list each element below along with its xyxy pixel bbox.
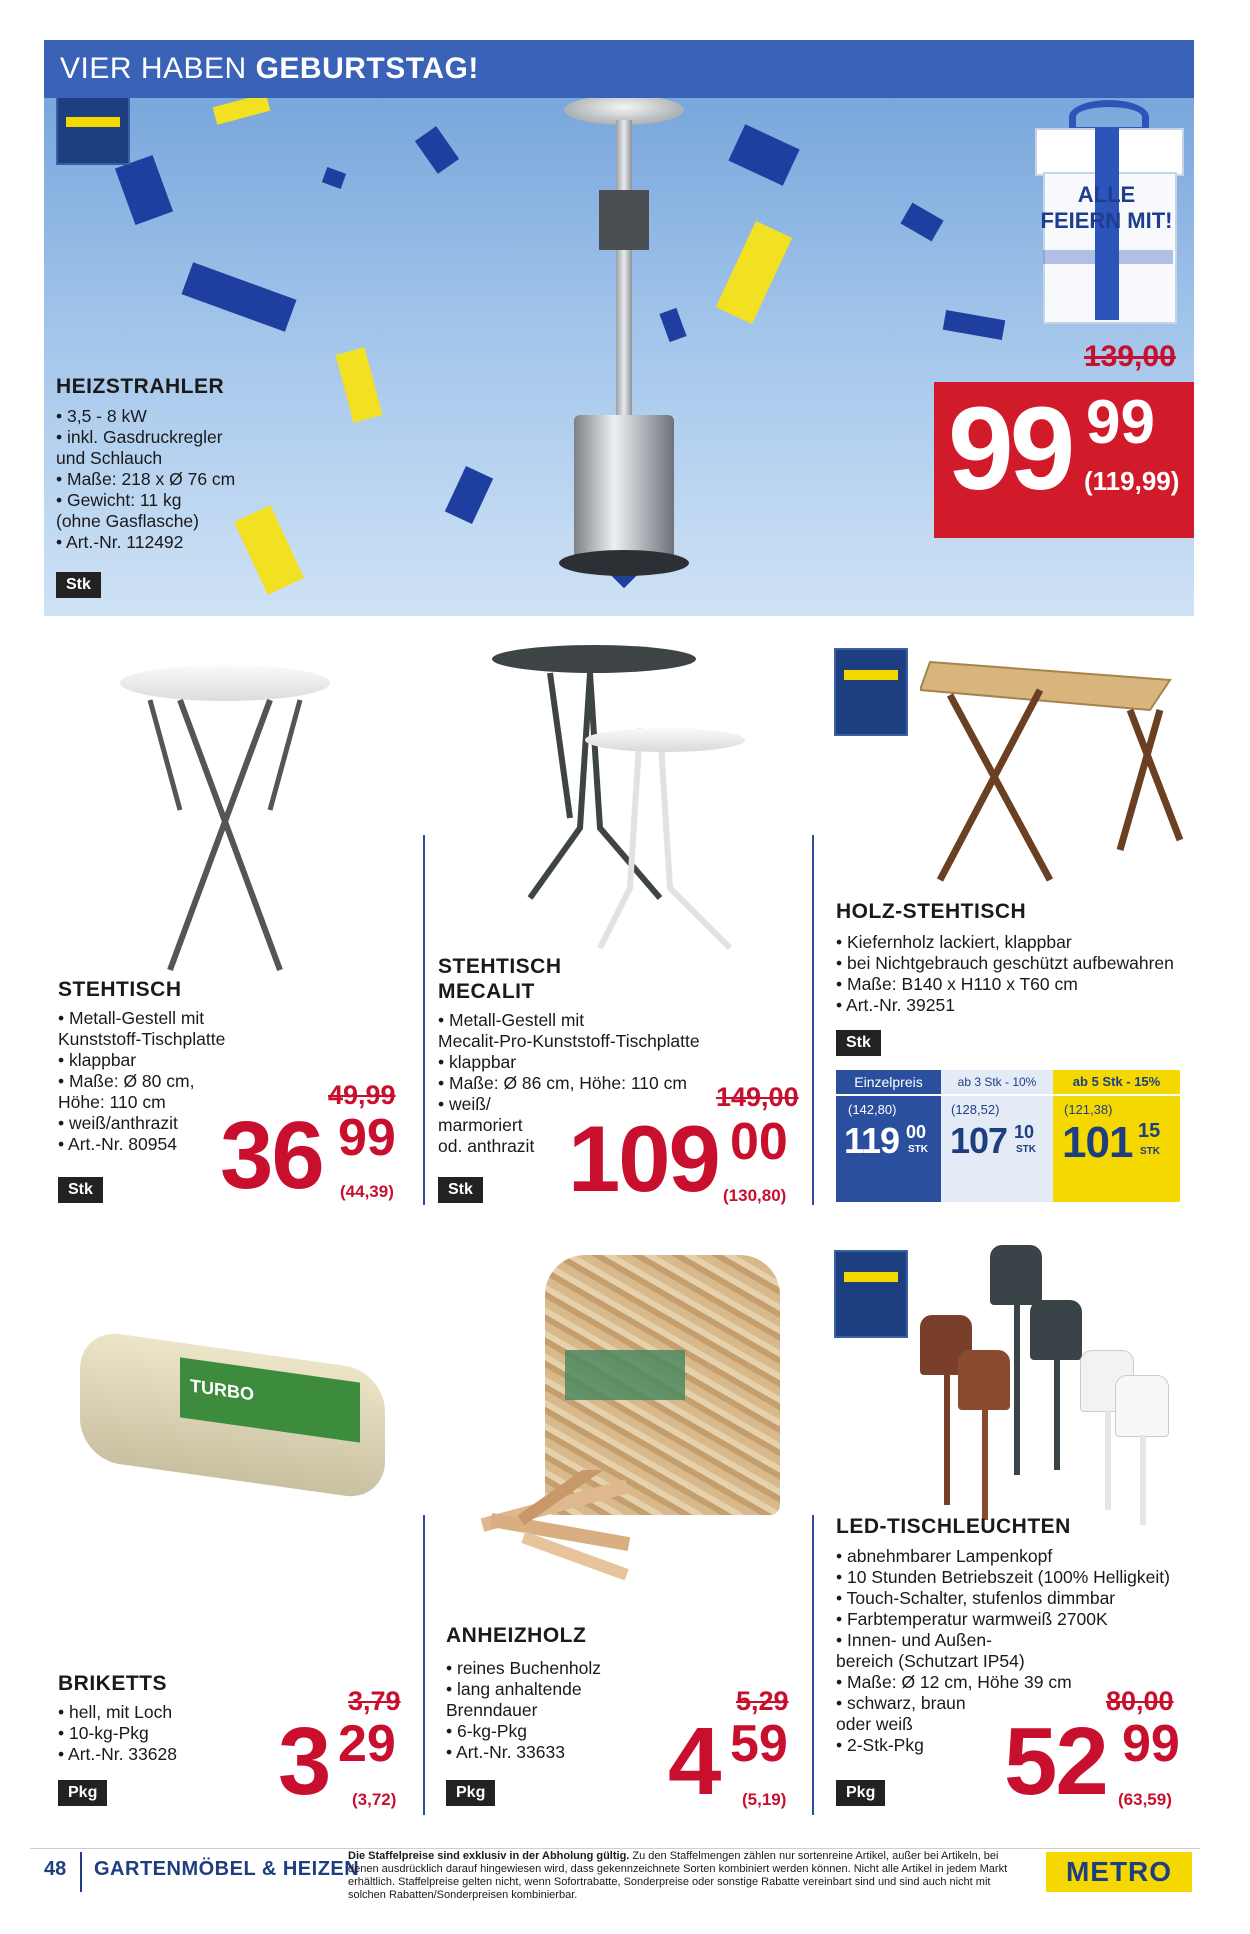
staffel-int: 119 [844,1120,900,1161]
headline-normal: VIER HABEN [60,52,256,85]
price-decimal: 99 [1122,1715,1180,1773]
spec-line: • Maße: 218 x Ø 76 cm [56,469,236,489]
spec-line: • Maße: B140 x H110 x T60 cm [836,974,1078,994]
led-lamps-image [920,1240,1180,1530]
spec-line: • Art.-Nr. 112492 [56,532,184,552]
confetti [659,308,686,342]
unit-label: Pkg [58,1780,107,1806]
badge-line-2: FEIERN MIT! [1040,208,1173,233]
staffel-dec: 15 [1138,1120,1161,1142]
spec-line: • Touch-Schalter, stufenlos dimmbar [836,1588,1116,1608]
unit-label: Pkg [446,1780,495,1806]
brand-name: METRO [1065,1856,1173,1887]
title-line: MECALIT [438,980,535,1003]
old-price: 3,79 [348,1686,401,1716]
disclaimer-text: Zu den Staffelmengen zählen nur sortenreine Artikel, außer bei Artikeln, bei denen ausdrücklich darauf hingewiesen wird, dass gekennzeichnete Sorten kombiniert werden können. Nicht alle Artikel in jedem Markt erhältlich. Staffelpreise gelten nicht, wenn Sofortrabatte, Sonderpreise oder sonstige Rabatte vereinbart sind und sind auch nicht mit solchen Rabatten/Sonderpreisen kombinierbar. [348,1850,1008,1901]
title-line: STEHTISCH [438,955,562,978]
product-title-led: LED-TISCHLEUCHTEN [836,1515,1071,1538]
heater-base [559,550,689,576]
spec-line: • Kiefernholz lackiert, klappbar [836,932,1072,952]
spec-line: • Maße: Ø 86 cm, Höhe: 110 cm [438,1073,687,1093]
spec-line: od. anthrazit [438,1136,535,1156]
unit-label: Stk [58,1177,103,1203]
hero-headline [44,40,1194,98]
staffel-int: 101 [1062,1118,1133,1167]
spec-line: Kunststoff-Tischplatte [58,1029,226,1049]
page-number: 48 [44,1858,67,1880]
divider [423,835,425,1205]
spec-line: • Innen- und Außen- [836,1630,992,1650]
spec-line: • klappbar [438,1052,517,1072]
metro-logo-icon [834,1250,908,1338]
staffel-per: STK [1016,1144,1036,1155]
price-integer: 36 [220,1102,323,1209]
price-integer: 3 [278,1708,330,1815]
old-price: 149,00 [716,1082,799,1112]
old-price: 49,99 [328,1080,396,1110]
product-title-holz: HOLZ-STEHTISCH [836,900,1027,923]
spec-line: • schwarz, braun [836,1693,966,1713]
spec-line: und Schlauch [56,448,163,468]
spec-line: (ohne Gasflasche) [56,511,199,531]
price-integer: 109 [568,1106,719,1211]
product-title-mecalit [438,954,562,1004]
price-decimal: 00 [730,1113,788,1171]
spec-line: • Maße: Ø 80 cm, [58,1071,195,1091]
spec-line: • 10 Stunden Betriebszeit (100% Helligkeit) [836,1567,1170,1587]
mecalit-frame [490,668,750,968]
spec-list-heizstrahler [56,406,235,553]
price-gross: (130,80) [723,1186,787,1205]
price-box [934,382,1194,538]
disclaimer-bold: Die Staffelpreise sind exklusiv in der Abholung gültig. [348,1850,630,1862]
spec-list-stehtisch [58,1008,225,1155]
spec-line: • Metall-Gestell mit [438,1010,585,1030]
staffel-gross: (128,52) [951,1102,1000,1117]
old-price: 80,00 [1106,1686,1174,1716]
gift-box-icon [1029,100,1184,320]
heater-pole [616,120,632,430]
price-gross: (44,39) [340,1182,394,1201]
spec-line: • Metall-Gestell mit [58,1008,205,1028]
unit-label: Stk [836,1030,881,1056]
stehtisch-legs [120,690,340,980]
spec-line: • Gewicht: 11 kg [56,490,182,510]
pack-label: TURBO [190,1375,254,1405]
footer-disclaimer [348,1850,1008,1902]
spec-line: Mecalit-Pro-Kunststoff-Tischplatte [438,1031,700,1051]
confetti [716,221,792,324]
mecalit-top-white [585,728,745,752]
old-price: 5,29 [736,1686,789,1716]
divider [423,1515,425,1815]
product-title-heizstrahler: HEIZSTRAHLER [56,375,225,398]
spec-line: • 10-kg-Pkg [58,1723,149,1743]
staffel-dec: 00 [906,1122,927,1142]
price-decimal: 99 [338,1109,396,1167]
spec-line: • bei Nichtgebrauch geschützt aufbewahren [836,953,1174,973]
staffel-head: ab 3 Stk - 10% [957,1075,1037,1089]
spec-line: • 3,5 - 8 kW [56,406,147,426]
price-decimal: 99 [1086,388,1155,457]
heater-gas-housing [574,415,674,560]
headline-bold: GEBURTSTAG! [255,52,479,85]
staffel-head: Einzelpreis [854,1074,923,1090]
confetti [115,155,173,225]
footer-rule [30,1848,1200,1849]
product-title-briketts: BRIKETTS [58,1672,167,1695]
spec-line: • inkl. Gasdruckregler [56,427,223,447]
price-integer: 52 [1004,1708,1107,1815]
staffel-gross: (142,80) [848,1102,897,1117]
anheizholz-sticks [470,1470,650,1580]
confetti [182,262,297,332]
price-gross: (63,59) [1118,1790,1172,1809]
spec-line: • Art.-Nr. 39251 [836,995,955,1015]
spec-line: • lang anhaltende [446,1679,582,1699]
spec-line: • Art.-Nr. 33628 [58,1744,177,1764]
staffel-per: STK [908,1144,928,1155]
product-title-stehtisch: STEHTISCH [58,978,182,1001]
briketts-image [80,1330,385,1500]
metro-logo-icon [56,95,130,165]
confetti [943,310,1006,340]
divider [812,1515,814,1815]
staffel-price-table [836,1070,1180,1202]
spec-line: • Maße: Ø 12 cm, Höhe 39 cm [836,1672,1072,1692]
spec-list-holz [836,932,1174,1016]
heater-controls [599,190,649,250]
confetti [900,203,943,242]
staffel-head: ab 5 Stk - 15% [1072,1074,1161,1089]
spec-line: • weiß/anthrazit [58,1113,178,1133]
confetti [415,126,459,174]
spec-line: • Art.-Nr. 33633 [446,1742,565,1762]
confetti [728,124,799,186]
spec-line: • klappbar [58,1050,137,1070]
spec-list-anheizholz [446,1658,601,1763]
badge-line-1: ALLE [1077,182,1136,207]
spec-list-briketts [58,1702,177,1765]
confetti [322,167,346,189]
price-integer: 4 [668,1708,720,1815]
spec-line: • abnehmbarer Lampenkopf [836,1546,1053,1566]
confetti [234,505,304,594]
spec-line: marmoriert [438,1115,523,1135]
spec-line: • 6-kg-Pkg [446,1721,528,1741]
spec-line: • Art.-Nr. 80954 [58,1134,177,1154]
hero-banner [44,40,1194,616]
unit-label: Pkg [836,1780,885,1806]
old-price: 139,00 [1084,340,1176,373]
staffel-per: STK [1140,1146,1160,1157]
unit-label: Stk [56,572,101,598]
spec-line: Höhe: 110 cm [58,1092,166,1112]
metro-logo-icon [834,648,908,736]
spec-line: • hell, mit Loch [58,1702,173,1722]
unit-label: Stk [438,1177,483,1203]
spec-line: • reines Buchenholz [446,1658,601,1678]
price-decimal: 29 [338,1715,396,1773]
spec-list-led [836,1546,1170,1756]
price-decimal: 59 [730,1715,788,1773]
holz-stehtisch-image [920,650,1190,920]
price-gross: (5,19) [742,1790,787,1809]
price-integer: 99 [948,383,1072,515]
spec-line: • weiß/ [438,1094,491,1114]
confetti [445,466,493,524]
staffel-int: 107 [950,1120,1008,1161]
spec-line: • Farbtemperatur warmweiß 2700K [836,1609,1108,1629]
confetti [335,347,382,422]
spec-line: bereich (Schutzart IP54) [836,1651,1025,1671]
product-title-anheizholz: ANHEIZHOLZ [446,1624,587,1647]
spec-line: Brenndauer [446,1700,538,1720]
section-title: GARTENMÖBEL & HEIZEN [94,1858,360,1880]
staffel-dec: 10 [1014,1122,1035,1142]
staffel-gross: (121,38) [1064,1102,1113,1117]
footer-divider [80,1852,82,1892]
spec-line: oder weiß [836,1714,913,1734]
metro-footer-logo [1046,1852,1192,1892]
price-gross: (119,99) [1084,466,1180,496]
spec-line: • 2-Stk-Pkg [836,1735,924,1755]
price-gross: (3,72) [352,1790,397,1809]
divider [812,835,814,1205]
